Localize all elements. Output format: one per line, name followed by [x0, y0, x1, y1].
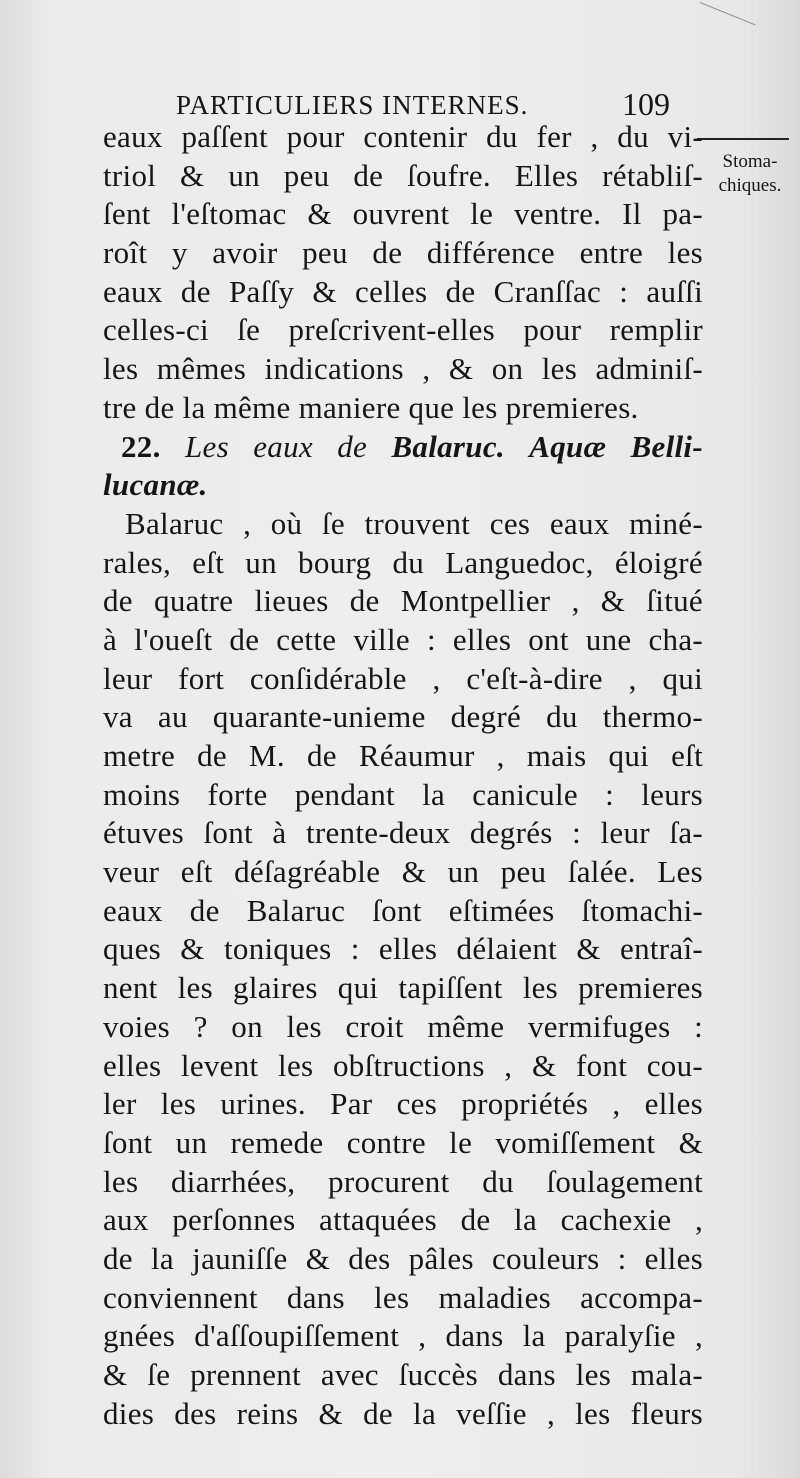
text-line: veur eſt déſagréable & un peu ſalée. Les	[103, 854, 703, 890]
section-heading	[103, 428, 703, 505]
body-text	[103, 118, 703, 1433]
text-line: nent les glaires qui tapiſſent les premieres	[103, 970, 703, 1006]
text-line: roît y avoir peu de différence entre les	[103, 235, 703, 271]
section-latin-continued: lucanæ.	[103, 467, 208, 503]
text-line: tre de la même maniere que les premieres.	[103, 389, 639, 425]
margin-note	[700, 150, 800, 198]
text-line: étuves ſont à trente-deux degrés : leur ſa-	[103, 815, 703, 851]
margin-note-line: chiques.	[718, 175, 782, 196]
text-line: à l'oueſt de cette ville : elles ont une cha-	[103, 621, 703, 657]
section-number: 22.	[121, 428, 161, 464]
text-line: triol & un peu de ſoufre. Elles rétabliſ-	[103, 157, 703, 193]
paragraph-balaruc	[103, 505, 703, 1434]
text-line: celles-ci ſe preſcrivent-elles pour remplir	[103, 312, 703, 348]
text-line: leur fort conſidérable , c'eſt-à-dire , qui	[103, 660, 703, 696]
text-line: gnées d'aſſoupiſſement , dans la paralyſie ,	[103, 1318, 703, 1354]
margin-note-line: Stoma-	[722, 151, 778, 172]
section-place: Balaruc.	[391, 428, 505, 464]
section-latin: Aquæ Belli-	[529, 428, 703, 464]
text-line: ques & toniques : elles délaient & entraî-	[103, 931, 703, 967]
text-line: ſent l'eſtomac & ouvrent le ventre. Il pa-	[103, 196, 703, 232]
section-heading-line	[103, 428, 703, 467]
text-line: les mêmes indications , & on les adminiſ-	[103, 351, 703, 387]
text-line: dies des reins & de la veſſie , les fleurs	[103, 1395, 703, 1431]
paragraph-continued	[103, 118, 703, 428]
text-line: moins forte pendant la canicule : leurs	[103, 776, 703, 812]
running-title: PARTICULIERS INTERNES.	[176, 90, 529, 120]
text-line: les diarrhées, procurent du ſoulagement	[103, 1163, 703, 1199]
text-line: de quatre lieues de Montpellier , & ſitué	[103, 583, 703, 619]
text-line: eaux paſſent pour contenir du fer , du vi-	[103, 119, 703, 154]
margin-rule	[697, 138, 789, 140]
text-line: de la jauniſſe & des pâles couleurs : elles	[103, 1240, 703, 1276]
text-line: eaux de Paſſy & celles de Cranſſac : auſſi	[103, 273, 703, 309]
text-line: ler les urines. Par ces propriétés , elles	[103, 1086, 703, 1122]
text-line: elles levent les obſtructions , & font cou-	[103, 1047, 703, 1083]
text-line: va au quarante-unieme degré du thermo-	[103, 699, 703, 735]
text-line: voies ? on les croit même vermifuges :	[103, 1008, 703, 1044]
section-title: Les eaux de	[184, 428, 368, 464]
text-line: aux perſonnes attaquées de la cachexie ,	[103, 1202, 703, 1238]
text-line: conviennent dans les maladies accompa-	[103, 1279, 703, 1315]
page-corner-mark	[692, 2, 755, 44]
text-line: metre de M. de Réaumur , mais qui eſt	[103, 738, 703, 773]
section-heading-line	[103, 466, 703, 505]
text-line: & ſe prennent avec ſuccès dans les mala-	[103, 1357, 703, 1392]
text-line: ſont un remede contre le vomiſſement &	[103, 1124, 703, 1160]
page-number: 109	[622, 86, 670, 122]
text-line: eaux de Balaruc ſont eſtimées ſtomachi-	[103, 892, 703, 928]
text-line: rales, eſt un bourg du Languedoc, éloigré	[103, 544, 703, 580]
text-line: Balaruc , où ſe trouvent ces eaux miné-	[125, 505, 703, 541]
